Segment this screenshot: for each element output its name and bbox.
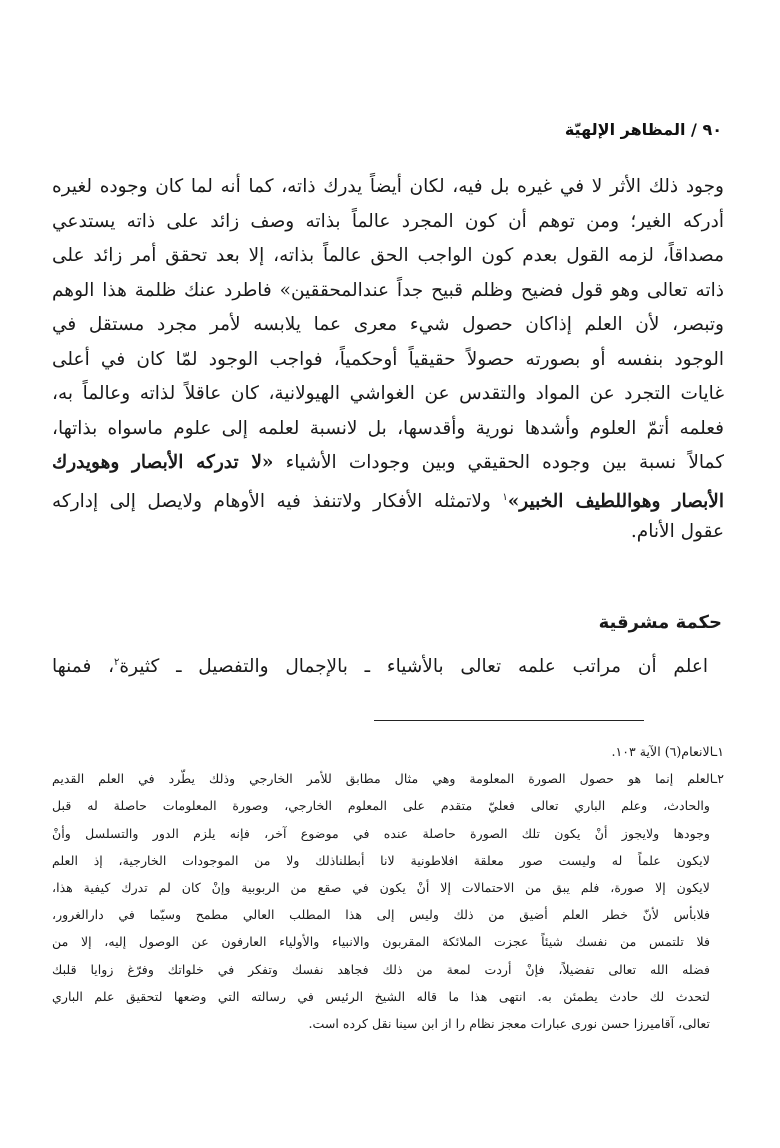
main-text <box>52 170 724 550</box>
quran-quote: الأبصار وهواللطيف الخبير» <box>507 490 724 512</box>
footnote-line: والحادث، وعلم الباري تعالى فعليّ متقدم على المعلوم الخارجي، وصورة المعلومات حاصلة له قبل <box>52 798 710 814</box>
footnotes <box>52 738 724 1037</box>
text-run: ، فمنها <box>52 656 115 678</box>
footnote-line: ٢ـالعلم إنما هو حصول الصورة المعلومة وهي مثال مطابق للأمر الخارجي وذلك يطّرد في العلم القديم <box>52 771 724 787</box>
text-run: اعلم أن مراتب علمه تعالى بالأشياء ـ بالإجمال والتفصيل ـ كثيرة <box>119 656 708 678</box>
text-line <box>52 446 724 481</box>
footnote-line: لتحدث لك حادث يطمئن به. انتهى هذا ما قاله الشيخ الرئيس في رسالته التي وضعها لتحقيق علم الباري <box>52 988 710 1004</box>
text-line: وتبصر، لأن العلم إذاكان حصول شيء معرى عما يلابسه لأمر مجرد مستقل في <box>52 314 724 335</box>
text-run: ولاتمثله الأفكار ولاتنفذ فيه الأوهام ولايصل إلى إداركه <box>52 490 503 512</box>
running-head: ٩٠ / المظاهر الإلهيّة <box>564 120 722 139</box>
footnote-line: لايكون علماً له وليست صور معلقة افلاطونية لانا أبطلناذلك ولا من الموجودات الخارجية، إذ العلم <box>52 852 710 868</box>
quran-quote: «لا تدركه الأبصار وهويدرك <box>52 452 274 473</box>
footnote-line: فضله الله تعالى تفضيلاً، فإنْ أردت لمعة من ذلك فجاهد نفسك وتفكر في خلواتك وفرّغ زوايا قلبك <box>52 961 710 977</box>
text-line: الوجود بنفسه أو بصورته حصولاً حقيقياً أوحكمياً، فواجب الوجود لمّا كان في أعلى <box>52 348 724 370</box>
footnote-line: وجودها ولايجوز أنْ يكون تلك الصورة حاصلة عنده في موضوع آخر، فإنه يلزم الدور والتسلسل وأنْ <box>52 825 710 841</box>
footnote-line: ١ـالانعام(٦) الآية ١٠٣. <box>611 744 724 759</box>
footnote-ref[interactable]: ٢ <box>114 657 120 668</box>
text-line: أدركه الغير؛ ومن توهم أن كون المجرد عالماً بذاته وصف زائد على ذاته يستدعي <box>52 210 724 232</box>
footnote-line: فلا تلتمس من نفسك شيئاً عجزت الملائكة المقربون والانبياء والأولياء العارفون عن الوصول إليه، إلا من <box>52 934 710 950</box>
footnote-separator <box>374 720 644 721</box>
text-line: ذاته تعالى وهو قول فضيح وظلم قبيح جداً عندالمحققين» فاطرد عنك ظلمة هذا الوهم <box>52 279 724 301</box>
text-line: مصداقاً، لزمه القول بعدم كون الواجب الحق عالماً بذاته، إلا بعد تحقق أمر زائد على <box>52 245 724 266</box>
text-line <box>52 481 724 516</box>
footnote-ref[interactable]: ١ <box>502 491 508 503</box>
text-line: وجود ذلك الأثر لا في غيره بل فيه، لكان أيضاً يدرك ذاته، كما أنه لما كان وجوده لغيره <box>52 176 724 197</box>
footnote-line: لايكون إلا صورة، فلم يبق من الاحتمالات إلا أنْ يكون في صقع من الربوبية وإنْ كان لم تدرك كيفية هذا، <box>52 879 710 895</box>
footnote-line: فلابأس لأنّ خطر العلم أضيق من ذلك وليس إلى هذا المطلب العالي مطمح وسيّما في دارالغرور، <box>52 907 710 923</box>
section-heading: حكمة مشرقية <box>598 612 722 633</box>
text-run: كمالاً نسبة بين وجوده الحقيقي وبين وجودات الأشياء <box>273 452 724 473</box>
section-first-line <box>52 646 708 684</box>
text-line: غايات التجرد عن المواد والتقدس عن الغواشي الهيولانية، كان عاقلاً لذاته وعالماً به، <box>52 383 724 404</box>
footnote-line: تعالى، آقاميرزا حسن نوری عبارات معجز نظام را از ابن سینا نقل کرده است. <box>308 1015 710 1031</box>
text-line: عقول الأنام. <box>630 521 724 542</box>
text-line: فعلمه أتمّ العلوم وأشدها نورية وأقدسها، بل لانسبة لعلمه إلى علوم ماسواه بذاتها، <box>52 417 724 439</box>
